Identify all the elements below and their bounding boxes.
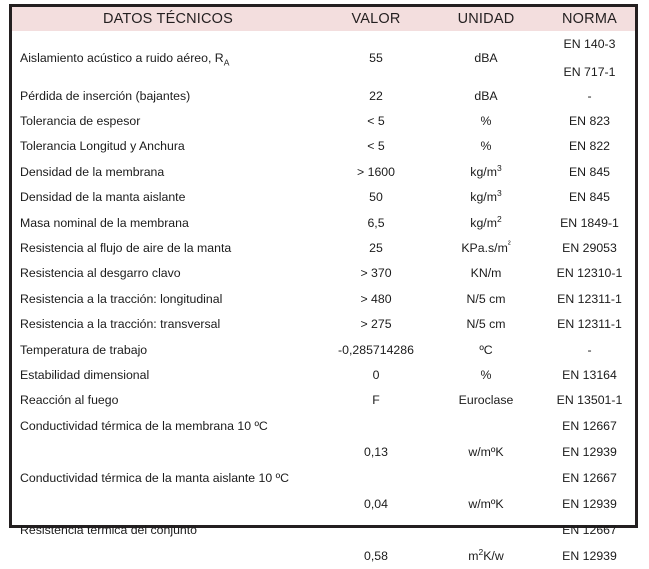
row-description: Resistencia al desgarro clavo — [20, 266, 181, 281]
row-unit-base-prefix: m — [468, 549, 479, 564]
row-norma: EN 822 — [568, 139, 611, 154]
table-row — [12, 235, 635, 260]
row-value: 25 — [369, 241, 383, 256]
row-norma: EN 1849-1 — [560, 215, 619, 230]
row-value: > 370 — [360, 266, 392, 281]
row-norma: EN 12310-1 — [556, 266, 623, 281]
row-value: 50 — [369, 190, 383, 205]
column-header-datos-tecnicos: DATOS TÉCNICOS — [102, 11, 234, 27]
row-unit — [428, 213, 544, 230]
row-norma: EN 845 — [568, 190, 611, 205]
column-header-valor: VALOR — [351, 11, 401, 27]
row-value: > 1600 — [357, 164, 395, 179]
row-unit-exponent: 2 — [478, 546, 484, 557]
row-norma: EN 12667 — [562, 471, 617, 486]
row-unit-base: kg/m — [470, 190, 497, 205]
row-norma: EN 13501-1 — [556, 393, 623, 408]
row-description: Resistencia a la tracción: transversal — [20, 317, 221, 332]
row-unit-base: KPa.s/m — [461, 241, 508, 256]
row-description: Tolerancia de espesor — [20, 114, 141, 129]
table-row — [12, 159, 635, 184]
row-unit-exponent: 2 — [496, 213, 502, 224]
row-value: > 480 — [360, 291, 392, 306]
column-header-unidad: UNIDAD — [457, 11, 515, 27]
row-unit-base: kg/m — [470, 215, 497, 230]
row-unit-base-suffix: K/w — [483, 549, 504, 564]
row-value: 0,13 — [364, 445, 388, 460]
row-norma-secondary: EN 12939 — [562, 549, 617, 564]
row-description: Resistencia a la tracción: longitudinal — [20, 291, 223, 306]
row-unit: dBA — [474, 51, 498, 65]
row-norma: EN 845 — [568, 164, 611, 179]
row-line-lower — [12, 491, 635, 517]
row-norma-group — [544, 37, 635, 79]
row-unit: ºC — [479, 342, 493, 357]
row-unit-exponent: 3 — [496, 162, 502, 173]
row-description-subscript: A — [223, 57, 230, 68]
row-norma-secondary: EN 12939 — [562, 445, 617, 460]
row-norma: EN 29053 — [562, 241, 617, 256]
row-unit: dBA — [474, 88, 498, 103]
row-unit — [428, 238, 544, 256]
table-row — [12, 134, 635, 159]
column-header-norma: NORMA — [562, 11, 617, 27]
row-description: Resistencia al flujo de aire de la manta — [20, 241, 232, 256]
row-description: Conductividad térmica de la manta aislante 10 ºC — [20, 471, 290, 486]
row-unit: KN/m — [470, 266, 502, 281]
table-row — [12, 286, 635, 311]
row-value: < 5 — [367, 139, 385, 154]
table-row — [12, 261, 635, 286]
row-value: 6,5 — [367, 215, 385, 230]
row-norma-secondary: EN 12939 — [562, 497, 617, 512]
row-value: > 275 — [360, 317, 392, 332]
row-unit: Euroclase — [458, 393, 514, 408]
row-norma: EN 823 — [568, 114, 611, 129]
table-body — [12, 31, 635, 569]
row-unit: w/mºK — [468, 445, 504, 460]
row-norma: EN 12311-1 — [557, 317, 622, 332]
table-row — [12, 312, 635, 337]
row-description — [12, 51, 324, 68]
row-description: Pérdida de inserción (bajantes) — [20, 88, 191, 103]
row-unit-exponent: 3 — [496, 188, 502, 199]
table-row — [12, 83, 635, 108]
row-description: Reacción al fuego — [20, 393, 119, 408]
row-value: F — [372, 393, 380, 408]
row-unit: % — [480, 114, 492, 129]
row-description-text: Aislamiento acústico a ruido aéreo, R — [20, 51, 224, 65]
row-unit: % — [480, 367, 492, 382]
table-row — [12, 362, 635, 387]
row-unit: N/5 cm — [466, 317, 506, 332]
table-row — [12, 33, 635, 83]
table-row — [12, 517, 635, 569]
row-norma: EN 140-3 — [563, 37, 616, 51]
row-unit — [428, 546, 544, 564]
row-unit — [428, 190, 544, 204]
row-unit: w/mºK — [468, 497, 504, 512]
row-norma: EN 12667 — [562, 419, 617, 434]
row-description: Densidad de la membrana — [20, 164, 165, 179]
row-line-upper — [12, 413, 635, 439]
row-norma: EN 12311-1 — [557, 291, 622, 306]
row-description: Estabilidad dimensional — [20, 367, 150, 382]
row-norma: - — [587, 88, 592, 103]
row-norma-secondary: EN 717-1 — [563, 65, 616, 79]
row-value: < 5 — [367, 114, 385, 129]
row-norma: EN 13164 — [562, 367, 617, 382]
row-unit: % — [480, 139, 492, 154]
table-row — [12, 185, 635, 210]
row-norma: EN 12667 — [562, 523, 617, 538]
row-description: Masa nominal de la membrana — [20, 215, 189, 230]
row-value: 55 — [369, 51, 383, 65]
row-value: -0,285714286 — [338, 342, 414, 357]
row-unit-exponent: ² — [507, 238, 511, 249]
table-row — [12, 388, 635, 413]
row-description: Conductividad térmica de la membrana 10 ºC — [20, 419, 268, 434]
table-row — [12, 413, 635, 465]
row-unit: N/5 cm — [466, 291, 506, 306]
row-value: 22 — [369, 88, 383, 103]
technical-data-table — [9, 4, 638, 564]
row-value: 0,58 — [364, 549, 388, 564]
row-description: Densidad de la manta aislante — [20, 190, 186, 205]
table-row — [12, 108, 635, 133]
row-norma: - — [587, 342, 592, 357]
row-line-lower — [12, 543, 635, 569]
row-description: Temperatura de trabajo — [20, 342, 148, 357]
row-unit-base: kg/m — [470, 164, 497, 179]
row-description: Tolerancia Longitud y Anchura — [20, 139, 185, 154]
table-header-row — [12, 7, 635, 31]
row-line-lower — [12, 439, 635, 465]
table-row — [12, 465, 635, 517]
row-value: 0 — [372, 367, 380, 382]
table-row — [12, 337, 635, 362]
row-line-upper — [12, 465, 635, 491]
row-description: Resistencia térmica del conjunto — [20, 523, 198, 538]
row-line-upper — [12, 517, 635, 543]
row-unit — [428, 162, 544, 179]
table-row — [12, 210, 635, 235]
row-value: 0,04 — [364, 497, 388, 512]
